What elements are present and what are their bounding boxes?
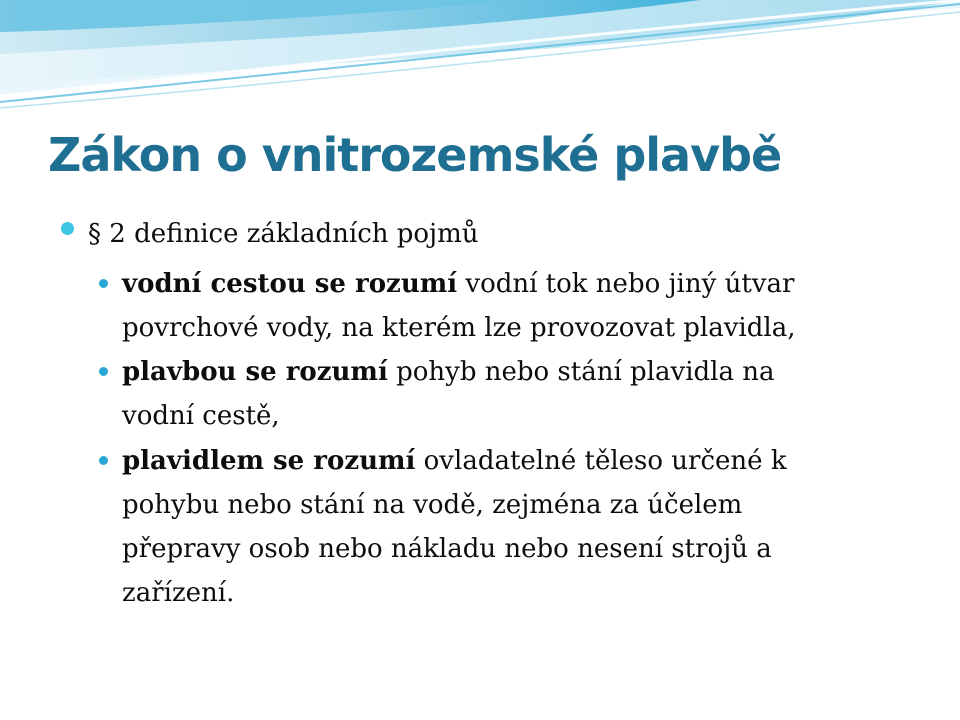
definition-line (122, 350, 902, 394)
bullet-level2-icon (99, 367, 108, 376)
section-heading-text: § 2 definice základních pojmů (88, 219, 479, 249)
definition-line: povrchové vody, na kterém lze provozovat plavidla, (122, 313, 796, 343)
slide-title: Zákon o vnitrozemské plavbě (48, 128, 782, 182)
bullet-level2-icon (99, 279, 108, 288)
definition-line: pohybu nebo stání na vodě, zejména za účelem (122, 490, 743, 520)
definition-line (122, 439, 902, 483)
definition-text: vodní tok nebo jiný útvar (457, 269, 795, 299)
definition-term: vodní cestou se rozumí (122, 269, 458, 299)
definition-line: přepravy osob nebo nákladu nebo nesení strojů a (122, 534, 772, 564)
definition-text: ovladatelné těleso určené k (415, 446, 787, 476)
header-wave-decoration (0, 0, 960, 120)
bullet-level1-icon (61, 222, 74, 235)
definition-item-vessel (122, 439, 902, 615)
definition-text: pohyb nebo stání plavidla na (387, 357, 775, 387)
definition-item-navigation (122, 350, 902, 438)
bullet-level2-icon (99, 456, 108, 465)
definition-line: zařízení. (122, 578, 235, 608)
definition-item-waterway (122, 262, 902, 350)
definition-term: plavidlem se rozumí (122, 446, 416, 476)
definition-line: vodní cestě, (122, 401, 280, 431)
definition-line (122, 262, 902, 306)
section-heading (88, 212, 928, 256)
definition-term: plavbou se rozumí (122, 357, 388, 387)
